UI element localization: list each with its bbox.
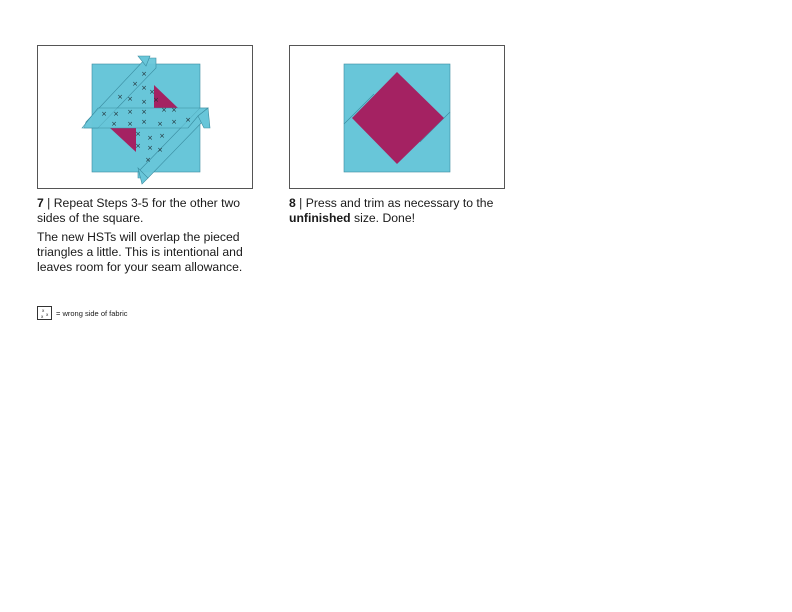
emphasis-unfinished: unfinished xyxy=(289,211,351,225)
wrong-side-mark: × xyxy=(147,134,153,142)
wrong-side-mark: × xyxy=(135,142,141,150)
wrong-side-mark: × xyxy=(145,156,151,164)
wrong-side-mark: × xyxy=(171,106,177,114)
wrong-side-mark: × xyxy=(141,98,147,106)
wrong-side-mark: × xyxy=(132,80,138,88)
legend-label: = wrong side of fabric xyxy=(56,308,128,318)
wrong-side-mark: × xyxy=(141,70,147,78)
wrong-side-mark: × xyxy=(159,132,165,140)
legend xyxy=(37,306,128,320)
step-7-caption: 7 | Repeat Steps 3-5 for the other two sides of the square. xyxy=(37,196,241,225)
wrong-side-mark: × xyxy=(135,130,141,138)
wrong-side-mark: × xyxy=(127,95,133,103)
step-7-illustration xyxy=(37,45,253,189)
wrong-side-mark: × xyxy=(171,118,177,126)
step-text: Repeat Steps 3-5 for the other two sides of the square. xyxy=(37,196,241,225)
wrong-side-mark: × xyxy=(157,146,163,154)
wrong-side-mark: × xyxy=(147,144,153,152)
overlapping-hst-diagram xyxy=(38,46,254,190)
wrong-side-mark: × xyxy=(157,120,163,128)
step-number: 8 xyxy=(289,196,296,210)
wrong-side-mark: × xyxy=(141,108,147,116)
wrong-side-mark: × xyxy=(127,120,133,128)
wrong-side-mark: × xyxy=(149,88,155,96)
svg-text:x: x xyxy=(41,314,44,319)
wrong-side-mark: × xyxy=(101,110,107,118)
wrong-side-mark: × xyxy=(153,96,159,104)
wrong-side-mark: × xyxy=(127,108,133,116)
svg-text:x: x xyxy=(46,312,49,317)
svg-text:x: x xyxy=(42,308,45,313)
step-7-note: The new HSTs will overlap the pieced triangles a little. This is intentional and leaves room for your seam allowance. xyxy=(37,230,243,274)
wrong-side-mark: × xyxy=(161,106,167,114)
wrong-side-mark: × xyxy=(111,120,117,128)
wrong-side-mark: × xyxy=(141,118,147,126)
wrong-side-mark: × xyxy=(113,110,119,118)
step-8-illustration xyxy=(289,45,505,189)
step-8-caption: 8 | Press and trim as necessary to the unfinished size. Done! xyxy=(289,196,494,225)
wrong-side-mark: × xyxy=(185,116,191,124)
wrong-side-mark: × xyxy=(141,84,147,92)
wrong-side-mark: × xyxy=(117,93,123,101)
step-number: 7 xyxy=(37,196,44,210)
finished-block-diagram xyxy=(290,46,506,190)
wrong-side-swatch-icon xyxy=(37,306,52,320)
